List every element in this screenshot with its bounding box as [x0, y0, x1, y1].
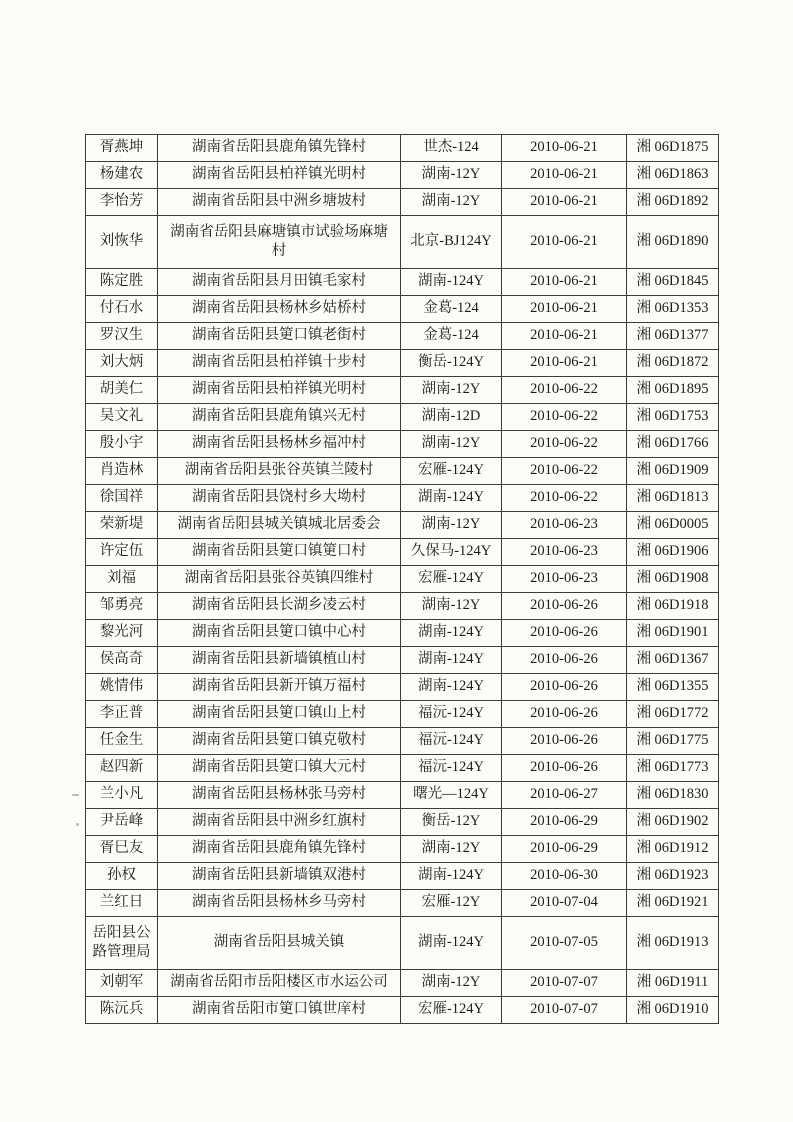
- date-cell: 2010-06-26: [502, 755, 627, 782]
- name-cell: 刘福: [86, 566, 158, 593]
- table-row: [86, 485, 719, 512]
- plate-cell: 湘 06D1863: [627, 162, 719, 189]
- address-cell: 湖南省岳阳县城关镇: [158, 917, 401, 970]
- plate-cell: 湘 06D1772: [627, 701, 719, 728]
- name-cell: 赵四新: [86, 755, 158, 782]
- address-cell: 湖南省岳阳县麻塘镇市试验场麻塘村: [158, 216, 401, 269]
- name-cell: 陈沅兵: [86, 997, 158, 1024]
- address-cell: 湖南省岳阳县杨林乡姑桥村: [158, 296, 401, 323]
- date-cell: 2010-07-07: [502, 970, 627, 997]
- model-cell: 湖南-12Y: [401, 162, 502, 189]
- address-cell: 湖南省岳阳县筻口镇筻口村: [158, 539, 401, 566]
- model-cell: 湖南-12Y: [401, 836, 502, 863]
- name-cell: 刘朝军: [86, 970, 158, 997]
- name-cell: 胥巳友: [86, 836, 158, 863]
- address-cell: 湖南省岳阳市筻口镇世庠村: [158, 997, 401, 1024]
- table-row: [86, 782, 719, 809]
- name-cell: 黎光河: [86, 620, 158, 647]
- address-cell: 湖南省岳阳县柏祥镇十步村: [158, 350, 401, 377]
- plate-cell: 湘 06D1912: [627, 836, 719, 863]
- scan-artifact: [76, 823, 79, 826]
- plate-cell: 湘 06D1892: [627, 189, 719, 216]
- address-cell: 湖南省岳阳县筻口镇克敬村: [158, 728, 401, 755]
- model-cell: 世杰-124: [401, 135, 502, 162]
- address-cell: 湖南省岳阳市岳阳楼区市水运公司: [158, 970, 401, 997]
- date-cell: 2010-06-23: [502, 566, 627, 593]
- table-row: [86, 539, 719, 566]
- name-cell: 徐国祥: [86, 485, 158, 512]
- address-cell: 湖南省岳阳县长湖乡凌云村: [158, 593, 401, 620]
- table-row: [86, 728, 719, 755]
- model-cell: 金葛-124: [401, 296, 502, 323]
- name-cell: 罗汉生: [86, 323, 158, 350]
- model-cell: 曙光—124Y: [401, 782, 502, 809]
- table-row: [86, 836, 719, 863]
- name-cell: 姚情伟: [86, 674, 158, 701]
- date-cell: 2010-06-22: [502, 431, 627, 458]
- plate-cell: 湘 06D1910: [627, 997, 719, 1024]
- scan-artifact: [72, 794, 79, 796]
- name-cell: 李怡芳: [86, 189, 158, 216]
- name-cell: 邹勇亮: [86, 593, 158, 620]
- plate-cell: 湘 06D1766: [627, 431, 719, 458]
- plate-cell: 湘 06D1813: [627, 485, 719, 512]
- table-row: [86, 377, 719, 404]
- name-cell: 肖造林: [86, 458, 158, 485]
- model-cell: 湖南-12Y: [401, 512, 502, 539]
- table-row: [86, 701, 719, 728]
- table-row: [86, 809, 719, 836]
- table-row: [86, 404, 719, 431]
- table-row: [86, 863, 719, 890]
- name-cell: 陈定胜: [86, 269, 158, 296]
- name-cell: 刘大炳: [86, 350, 158, 377]
- table-row: [86, 917, 719, 970]
- model-cell: 宏雁-124Y: [401, 566, 502, 593]
- table-row: [86, 296, 719, 323]
- model-cell: 湖南-124Y: [401, 863, 502, 890]
- table-row: [86, 512, 719, 539]
- address-cell: 湖南省岳阳县新开镇万福村: [158, 674, 401, 701]
- date-cell: 2010-06-21: [502, 323, 627, 350]
- model-cell: 湖南-12Y: [401, 377, 502, 404]
- model-cell: 湖南-12Y: [401, 970, 502, 997]
- plate-cell: 湘 06D1921: [627, 890, 719, 917]
- plate-cell: 湘 06D1775: [627, 728, 719, 755]
- address-cell: 湖南省岳阳县筻口镇老街村: [158, 323, 401, 350]
- address-cell: 湖南省岳阳县城关镇城北居委会: [158, 512, 401, 539]
- model-cell: 福沅-124Y: [401, 728, 502, 755]
- plate-cell: 湘 06D1377: [627, 323, 719, 350]
- date-cell: 2010-06-22: [502, 458, 627, 485]
- table-row: [86, 323, 719, 350]
- vehicle-registry-table: [85, 134, 719, 1024]
- table-row: [86, 135, 719, 162]
- name-cell: 兰小凡: [86, 782, 158, 809]
- address-cell: 湖南省岳阳县鹿角镇先锋村: [158, 836, 401, 863]
- date-cell: 2010-06-21: [502, 162, 627, 189]
- table-row: [86, 350, 719, 377]
- plate-cell: 湘 06D1830: [627, 782, 719, 809]
- model-cell: 福沅-124Y: [401, 701, 502, 728]
- name-cell: 兰红日: [86, 890, 158, 917]
- plate-cell: 湘 06D1895: [627, 377, 719, 404]
- address-cell: 湖南省岳阳县中洲乡塘坡村: [158, 189, 401, 216]
- model-cell: 宏雁-124Y: [401, 458, 502, 485]
- date-cell: 2010-06-26: [502, 674, 627, 701]
- name-cell: 刘恢华: [86, 216, 158, 269]
- table-row: [86, 755, 719, 782]
- address-cell: 湖南省岳阳县筻口镇中心村: [158, 620, 401, 647]
- plate-cell: 湘 06D1911: [627, 970, 719, 997]
- table-row: [86, 162, 719, 189]
- model-cell: 福沅-124Y: [401, 755, 502, 782]
- address-cell: 湖南省岳阳县柏祥镇光明村: [158, 162, 401, 189]
- table-row: [86, 216, 719, 269]
- date-cell: 2010-06-21: [502, 269, 627, 296]
- date-cell: 2010-07-07: [502, 997, 627, 1024]
- name-cell: 吴文礼: [86, 404, 158, 431]
- address-cell: 湖南省岳阳县筻口镇山上村: [158, 701, 401, 728]
- name-cell: 付石水: [86, 296, 158, 323]
- table-row: [86, 620, 719, 647]
- plate-cell: 湘 06D1901: [627, 620, 719, 647]
- model-cell: 湖南-124Y: [401, 269, 502, 296]
- address-cell: 湖南省岳阳县中洲乡红旗村: [158, 809, 401, 836]
- date-cell: 2010-06-22: [502, 485, 627, 512]
- table-row: [86, 593, 719, 620]
- model-cell: 湖南-12Y: [401, 593, 502, 620]
- model-cell: 湖南-124Y: [401, 620, 502, 647]
- plate-cell: 湘 06D1845: [627, 269, 719, 296]
- address-cell: 湖南省岳阳县柏祥镇光明村: [158, 377, 401, 404]
- address-cell: 湖南省岳阳县张谷英镇四维村: [158, 566, 401, 593]
- model-cell: 湖南-124Y: [401, 647, 502, 674]
- plate-cell: 湘 06D1773: [627, 755, 719, 782]
- model-cell: 金葛-124: [401, 323, 502, 350]
- table-row: [86, 890, 719, 917]
- plate-cell: 湘 06D1890: [627, 216, 719, 269]
- registry-table-body: [86, 135, 719, 1024]
- plate-cell: 湘 06D1367: [627, 647, 719, 674]
- table-row: [86, 970, 719, 997]
- name-cell: 侯高奇: [86, 647, 158, 674]
- date-cell: 2010-06-26: [502, 620, 627, 647]
- date-cell: 2010-06-29: [502, 809, 627, 836]
- model-cell: 宏雁-12Y: [401, 890, 502, 917]
- plate-cell: 湘 06D1875: [627, 135, 719, 162]
- address-cell: 湖南省岳阳县鹿角镇先锋村: [158, 135, 401, 162]
- name-cell: 尹岳峰: [86, 809, 158, 836]
- table-row: [86, 566, 719, 593]
- date-cell: 2010-07-04: [502, 890, 627, 917]
- table-row: [86, 189, 719, 216]
- table-row: [86, 458, 719, 485]
- date-cell: 2010-06-22: [502, 377, 627, 404]
- date-cell: 2010-06-22: [502, 404, 627, 431]
- model-cell: 湖南-124Y: [401, 485, 502, 512]
- model-cell: 衡岳-124Y: [401, 350, 502, 377]
- model-cell: 衡岳-12Y: [401, 809, 502, 836]
- name-cell: 胥燕坤: [86, 135, 158, 162]
- name-cell: 岳阳县公路管理局: [86, 917, 158, 970]
- model-cell: 湖南-12D: [401, 404, 502, 431]
- model-cell: 湖南-12Y: [401, 189, 502, 216]
- plate-cell: 湘 06D1353: [627, 296, 719, 323]
- name-cell: 胡美仁: [86, 377, 158, 404]
- model-cell: 宏雁-124Y: [401, 997, 502, 1024]
- name-cell: 殷小宇: [86, 431, 158, 458]
- date-cell: 2010-06-21: [502, 216, 627, 269]
- date-cell: 2010-06-29: [502, 836, 627, 863]
- plate-cell: 湘 06D1355: [627, 674, 719, 701]
- table-row: [86, 269, 719, 296]
- plate-cell: 湘 06D1923: [627, 863, 719, 890]
- plate-cell: 湘 06D1753: [627, 404, 719, 431]
- address-cell: 湖南省岳阳县鹿角镇兴无村: [158, 404, 401, 431]
- date-cell: 2010-06-23: [502, 539, 627, 566]
- name-cell: 荣新堤: [86, 512, 158, 539]
- date-cell: 2010-06-23: [502, 512, 627, 539]
- date-cell: 2010-06-21: [502, 350, 627, 377]
- name-cell: 李正普: [86, 701, 158, 728]
- table-row: [86, 647, 719, 674]
- date-cell: 2010-06-26: [502, 593, 627, 620]
- date-cell: 2010-06-21: [502, 189, 627, 216]
- date-cell: 2010-06-21: [502, 135, 627, 162]
- address-cell: 湖南省岳阳县月田镇毛家村: [158, 269, 401, 296]
- address-cell: 湖南省岳阳县新墙镇双港村: [158, 863, 401, 890]
- name-cell: 许定伍: [86, 539, 158, 566]
- plate-cell: 湘 06D1902: [627, 809, 719, 836]
- plate-cell: 湘 06D1872: [627, 350, 719, 377]
- address-cell: 湖南省岳阳县新墙镇植山村: [158, 647, 401, 674]
- table-row: [86, 431, 719, 458]
- name-cell: 任金生: [86, 728, 158, 755]
- address-cell: 湖南省岳阳县杨林乡马旁村: [158, 890, 401, 917]
- table-row: [86, 674, 719, 701]
- plate-cell: 湘 06D1918: [627, 593, 719, 620]
- address-cell: 湖南省岳阳县张谷英镇兰陵村: [158, 458, 401, 485]
- address-cell: 湖南省岳阳县饶村乡大坳村: [158, 485, 401, 512]
- name-cell: 孙权: [86, 863, 158, 890]
- date-cell: 2010-06-26: [502, 701, 627, 728]
- date-cell: 2010-06-27: [502, 782, 627, 809]
- plate-cell: 湘 06D1908: [627, 566, 719, 593]
- plate-cell: 湘 06D1913: [627, 917, 719, 970]
- model-cell: 湖南-12Y: [401, 431, 502, 458]
- date-cell: 2010-07-05: [502, 917, 627, 970]
- address-cell: 湖南省岳阳县杨林张马旁村: [158, 782, 401, 809]
- address-cell: 湖南省岳阳县杨林乡福冲村: [158, 431, 401, 458]
- plate-cell: 湘 06D1909: [627, 458, 719, 485]
- table-row: [86, 997, 719, 1024]
- plate-cell: 湘 06D1906: [627, 539, 719, 566]
- model-cell: 湖南-124Y: [401, 917, 502, 970]
- model-cell: 北京-BJ124Y: [401, 216, 502, 269]
- model-cell: 湖南-124Y: [401, 674, 502, 701]
- address-cell: 湖南省岳阳县筻口镇大元村: [158, 755, 401, 782]
- date-cell: 2010-06-26: [502, 647, 627, 674]
- name-cell: 杨建农: [86, 162, 158, 189]
- date-cell: 2010-06-21: [502, 296, 627, 323]
- date-cell: 2010-06-26: [502, 728, 627, 755]
- date-cell: 2010-06-30: [502, 863, 627, 890]
- model-cell: 久保马-124Y: [401, 539, 502, 566]
- plate-cell: 湘 06D0005: [627, 512, 719, 539]
